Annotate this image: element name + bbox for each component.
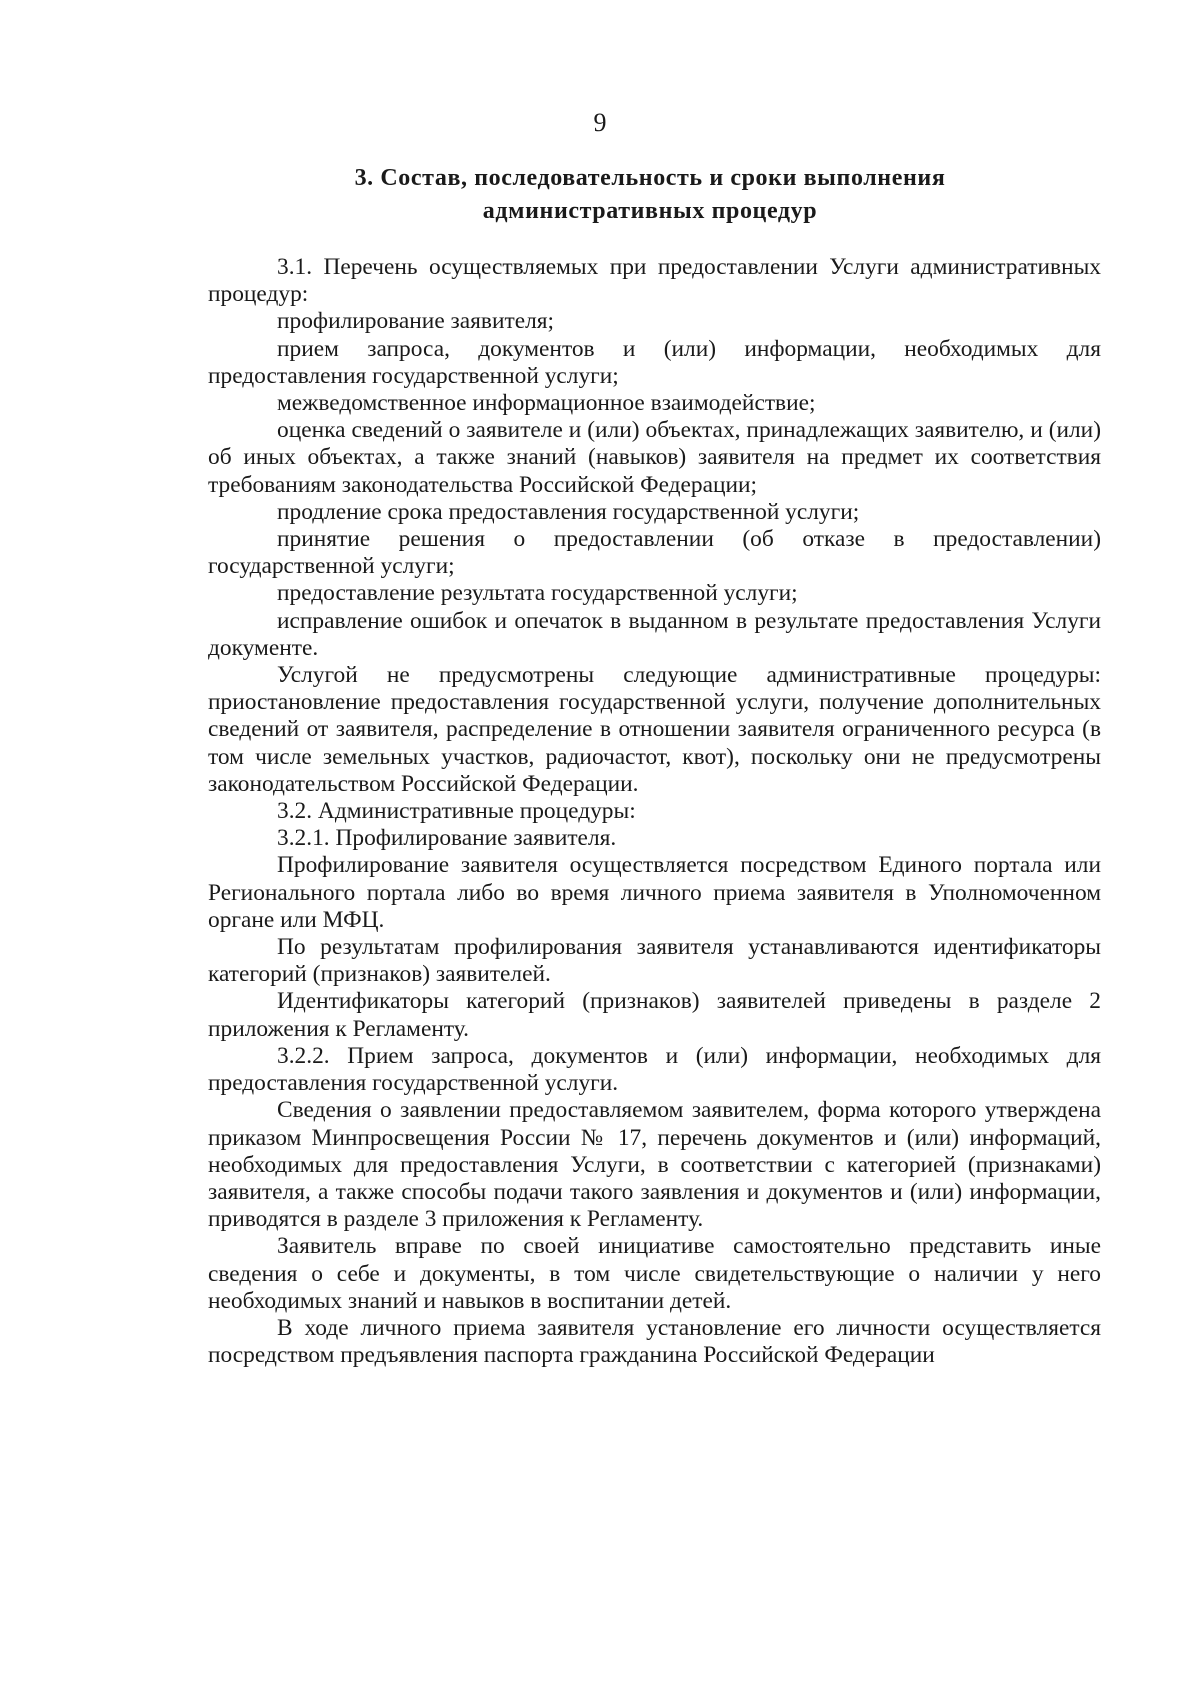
- paragraph: В ходе личного приема заявителя установление его личности осуществляется посредством предъявления паспорта гражданина Российской Федерации: [208, 1314, 1101, 1369]
- paragraph: предоставление результата государственной услуги;: [277, 580, 798, 607]
- paragraph: 3.2.1. Профилирование заявителя.: [277, 825, 617, 852]
- section-heading-line-2: административных процедур: [482, 198, 818, 224]
- paragraph: 3.2. Административные процедуры:: [277, 798, 636, 825]
- paragraph: исправление ошибок и опечаток в выданном в результате предоставления Услуги документе.: [208, 607, 1101, 661]
- paragraph: Идентификаторы категорий (признаков) заявителей приведены в разделе 2 приложения к Регламенту.: [208, 988, 1101, 1042]
- paragraph: продление срока предоставления государственной услуги;: [277, 498, 860, 525]
- paragraph: оценка сведений о заявителе и (или) объектах, принадлежащих заявителю, и (или) об иных объектах, а также знаний (навыков) заявителя на предмет их соответствия требованиям законодательства Российской Федерации;: [208, 417, 1101, 498]
- paragraph: Профилирование заявителя осуществляется посредством Единого портала или Регионального портала либо во время личного приема заявителя в Уполномоченном органе или МФЦ.: [208, 852, 1101, 933]
- paragraph: профилирование заявителя;: [277, 308, 555, 335]
- paragraph: Заявитель вправе по своей инициативе самостоятельно представить иные сведения о себе и документы, в том числе свидетельствующие о наличии у него необходимых знаний и навыков в воспитании детей.: [208, 1233, 1101, 1314]
- paragraph: 3.1. Перечень осуществляемых при предоставлении Услуги административных процедур:: [208, 254, 1101, 308]
- document-body: [208, 254, 1101, 1369]
- page-number: 9: [593, 108, 607, 137]
- paragraph: межведомственное информационное взаимодействие;: [277, 390, 816, 417]
- section-heading: [200, 162, 1100, 228]
- paragraph: Услугой не предусмотрены следующие административные процедуры: приостановление предоставления государственной услуги, получение дополнительных сведений от заявителя, распределение в отношении заявителя ограниченного ресурса (в том числе земельных участков, радиочастот, квот), поскольку они не предусмотрены законодательством Российской Федерации.: [208, 662, 1101, 797]
- paragraph: прием запроса, документов и (или) информации, необходимых для предоставления государственной услуги;: [208, 335, 1101, 389]
- paragraph: Сведения о заявлении предоставляемом заявителем, форма которого утверждена приказом Минпросвещения России № 17, перечень документов и (или) информаций, необходимых для предоставления Услуги, в соответствии с категорией (признаками) заявителя, а также способы подачи такого заявления и документов и (или) информации, приводятся в разделе 3 приложения к Регламенту.: [208, 1097, 1101, 1233]
- paragraph: 3.2.2. Прием запроса, документов и (или) информации, необходимых для предоставления государственной услуги.: [208, 1042, 1101, 1097]
- section-heading-line-1: 3. Состав, последовательность и сроки выполнения: [354, 165, 946, 191]
- paragraph: По результатам профилирования заявителя устанавливаются идентификаторы категорий (признаков) заявителей.: [208, 934, 1101, 988]
- paragraph: принятие решения о предоставлении (об отказе в предоставлении) государственной услуги;: [208, 526, 1101, 580]
